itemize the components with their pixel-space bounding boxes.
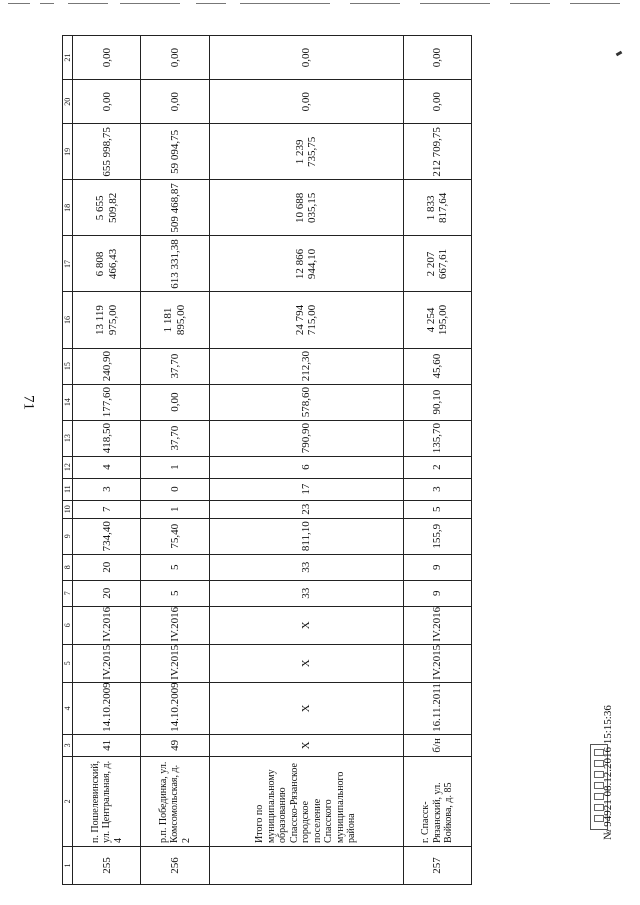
table-cell: 14.10.2009 [73,682,141,734]
table-cell: 33 [209,554,403,580]
table-cell: 16.11.2011 [403,682,471,734]
column-number-cell: 18 [63,180,73,236]
table-cell: 37,70 [141,348,209,384]
table-cell: 14.10.2009 [141,682,209,734]
address-cell: р.п. Побединка, ул. Комсомольская, д. 2 [141,756,209,846]
table-cell: 0,00 [141,384,209,420]
column-number-cell: 13 [63,420,73,456]
column-number-cell: 10 [63,500,73,518]
table-cell: X [209,734,403,756]
table-cell: 3 [403,478,471,500]
table-cell: 418,50 [73,420,141,456]
table-cell: 37,70 [141,420,209,456]
table-cell: 10 688 035,15 [209,180,403,236]
table-cell: 41 [73,734,141,756]
table-cell: 75,40 [141,518,209,554]
table-cell: IV.2015 [141,644,209,682]
table-cell: 6 [209,456,403,478]
table-cell [209,846,403,884]
table-cell: б/н [403,734,471,756]
table-cell: 6 808 466,43 [73,236,141,292]
column-number-cell: 9 [63,518,73,554]
table-cell: 3 [73,478,141,500]
table-cell: 811,10 [209,518,403,554]
table-cell: IV.2016 [141,606,209,644]
table-cell: 49 [141,734,209,756]
address-cell: г. Спасск-Рязанский, ул. Войкова, д. 85 [403,756,471,846]
table-cell: 509 468,87 [141,180,209,236]
table-cell: 5 [403,500,471,518]
footer [594,600,624,840]
table-cell: 1 [141,500,209,518]
table-cell: 0,00 [403,80,471,124]
table-cell: 0,00 [209,36,403,80]
table-cell: 5 [141,554,209,580]
table-cell: 240,90 [73,348,141,384]
table-cell: 177,60 [73,384,141,420]
column-number-cell: 7 [63,580,73,606]
column-number-cell: 4 [63,682,73,734]
table-cell: IV.2016 [403,606,471,644]
table-cell: 23 [209,500,403,518]
table-cell: X [209,606,403,644]
table-cell: 4 [73,456,141,478]
table-cell: 1 181 895,00 [141,292,209,348]
scan-edge-marks [0,3,640,9]
pen-mark [616,51,623,57]
table-cell: 0,00 [141,80,209,124]
table-row [73,36,141,885]
table-cell: 578,60 [209,384,403,420]
column-number-cell: 11 [63,478,73,500]
table-cell: 790,90 [209,420,403,456]
column-number-cell: 1 [63,846,73,884]
table-cell: 1 [141,456,209,478]
table-cell: 20 [73,554,141,580]
page-number: 71 [20,395,37,410]
column-number-cell: 5 [63,644,73,682]
table-cell: 0,00 [73,80,141,124]
table-cell: 212 709,75 [403,124,471,180]
address-cell: п. Пошелевинский, ул. Центральная, д. 4 [73,756,141,846]
table-cell: IV.2015 [73,644,141,682]
table-cell: 12 866 944,10 [209,236,403,292]
table-cell: 5 655 509,82 [73,180,141,236]
table-cell: 2 [403,456,471,478]
document-stamp-text: № 94921 08.12.2016 15:15:36 [602,705,614,840]
table-cell: 4 254 195,00 [403,292,471,348]
table-row [141,36,209,885]
column-number-cell: 15 [63,348,73,384]
housing-register-table [62,35,472,885]
column-number-row [63,36,73,885]
table-cell: 20 [73,580,141,606]
table-cell: IV.2015 [403,644,471,682]
column-number-cell: 3 [63,734,73,756]
table-cell: 9 [403,554,471,580]
column-number-cell: 21 [63,36,73,80]
table-cell: 0,00 [209,80,403,124]
column-number-cell: 2 [63,756,73,846]
table-cell: 212,30 [209,348,403,384]
table-cell: X [209,682,403,734]
table-cell: 135,70 [403,420,471,456]
table-cell: 45,60 [403,348,471,384]
column-number-cell: 17 [63,236,73,292]
column-number-cell: 12 [63,456,73,478]
table-cell: 1 239 735,75 [209,124,403,180]
table-cell: 33 [209,580,403,606]
table-cell: 9 [403,580,471,606]
table-cell: 734,40 [73,518,141,554]
address-cell: Итого по муниципальному образованию Спасско-Рязанское городское поселение Спасского муниципального района [209,756,403,846]
table-cell: 0,00 [141,36,209,80]
column-number-cell: 14 [63,384,73,420]
table-cell: X [209,644,403,682]
table-row [403,36,471,885]
table-cell: 257 [403,846,471,884]
table-cell: 0,00 [403,36,471,80]
table-cell: 7 [73,500,141,518]
table-cell: 613 331,38 [141,236,209,292]
table-cell: 5 [141,580,209,606]
table-cell: 90,10 [403,384,471,420]
table-cell: 1 833 817,64 [403,180,471,236]
table-cell: 24 794 715,00 [209,292,403,348]
table-cell: 0 [141,478,209,500]
table-row [209,36,403,885]
table-cell: 655 998,75 [73,124,141,180]
column-number-cell: 8 [63,554,73,580]
table-cell: 59 094,75 [141,124,209,180]
column-number-cell: 19 [63,124,73,180]
table-cell: 255 [73,846,141,884]
table-cell: 13 119 975,00 [73,292,141,348]
column-number-cell: 6 [63,606,73,644]
column-number-cell: 16 [63,292,73,348]
table-cell: 256 [141,846,209,884]
column-number-cell: 20 [63,80,73,124]
table-cell: 2 207 667,61 [403,236,471,292]
table-cell: IV.2016 [73,606,141,644]
table-cell: 0,00 [73,36,141,80]
rotated-table-container [62,35,472,885]
table-cell: 17 [209,478,403,500]
table-cell: 155,9 [403,518,471,554]
